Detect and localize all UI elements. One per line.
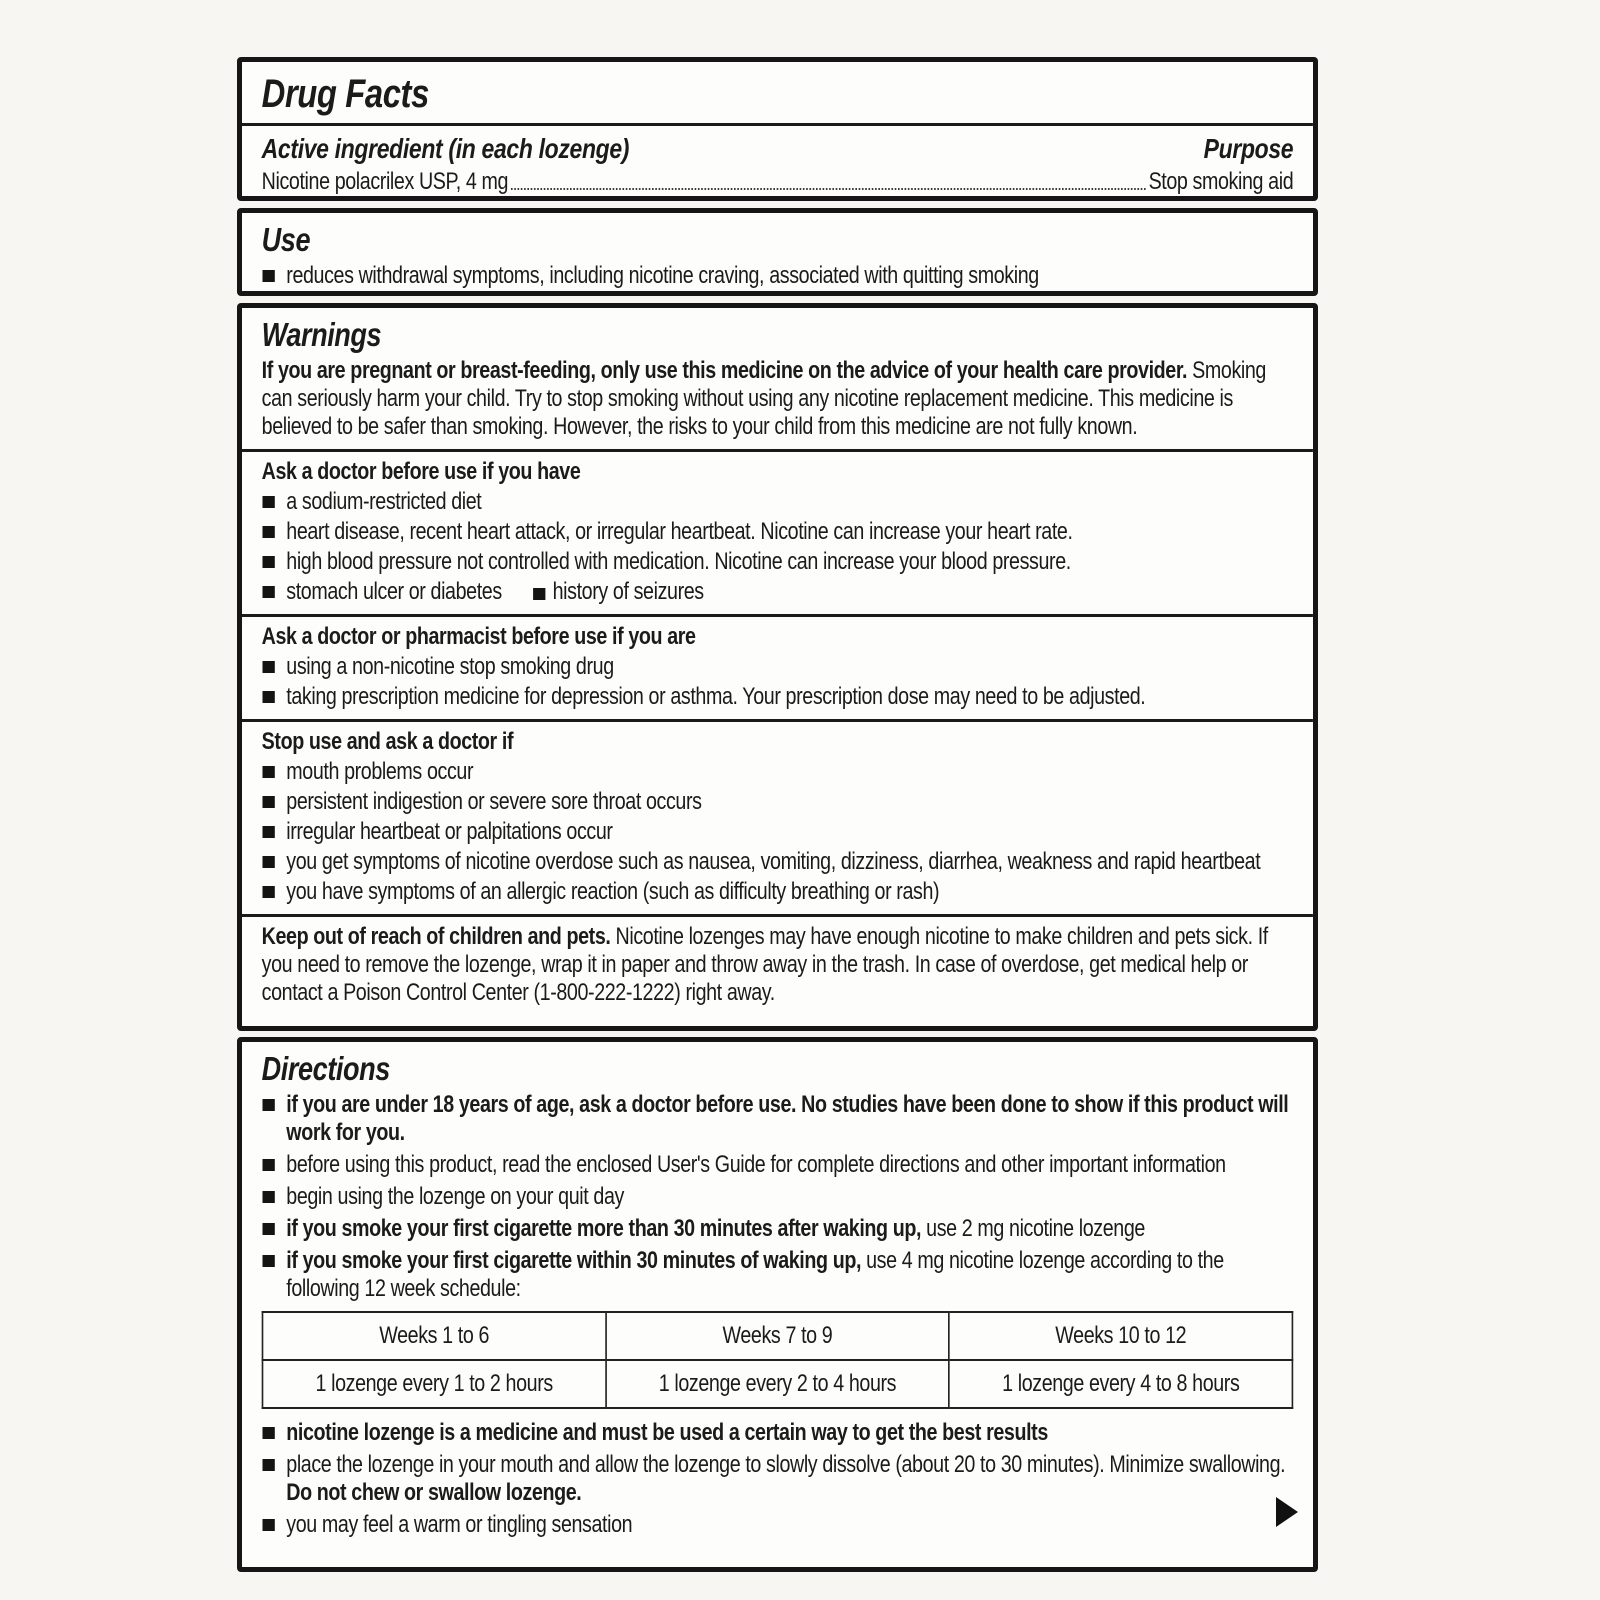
panel-warnings <box>237 303 1318 1031</box>
use-heading: Use <box>261 221 311 258</box>
list-item: if you smoke your first cigarette more than 30 minutes after waking up, use 2 mg nicotine lozenge <box>262 1215 1294 1243</box>
section-rule <box>242 449 1313 452</box>
stop-use-heading: Stop use and ask a doctor if <box>261 728 514 755</box>
bullet-square-icon <box>263 661 275 673</box>
bullet-square-icon <box>263 1159 275 1171</box>
panel-drug-facts-header <box>237 57 1318 201</box>
table-header-cell: Weeks 7 to 9 <box>606 1312 949 1360</box>
bullet-square-icon <box>263 766 275 778</box>
ask-doctor-heading: Ask a doctor before use if you have <box>261 458 581 485</box>
active-ingredient-heading: Active ingredient (in each lozenge) <box>261 133 630 164</box>
list-item: if you smoke your first cigarette within 30 minutes of waking up, use 4 mg nicotine lozenge according to the following 12 week schedule: <box>262 1247 1294 1303</box>
bullet-square-icon <box>263 1519 275 1531</box>
section-rule <box>242 914 1313 917</box>
bullet-square-icon <box>263 1255 275 1267</box>
bullet-square-icon <box>263 1427 275 1439</box>
table-cell: 1 lozenge every 1 to 2 hours <box>263 1360 606 1408</box>
keep-out-of-reach-text: Keep out of reach of children and pets. Nicotine lozenges may have enough nicotine to make children and pets sick. If you need to remove the lozenge, wrap it in paper and throw away in the trash. In case of overdose, get medical help or contact a Poison Control Center (1-800-222-1222) right away. <box>261 923 1268 1006</box>
list-item: begin using the lozenge on your quit day <box>262 1183 1294 1211</box>
list-item: persistent indigestion or severe sore throat occurs <box>262 788 1294 816</box>
warnings-heading: Warnings <box>261 316 382 353</box>
section-rule <box>242 719 1313 722</box>
list-item: using a non-nicotine stop smoking drug <box>262 653 1294 681</box>
list-item: you get symptoms of nicotine overdose such as nausea, vomiting, dizziness, diarrhea, weakness and rapid heartbeat <box>262 848 1294 876</box>
dotted-leader <box>511 188 1145 190</box>
stop-use-list <box>262 758 1294 906</box>
ask-doctor-pharmacist-list <box>262 653 1294 711</box>
table-cell: 1 lozenge every 2 to 4 hours <box>606 1360 949 1408</box>
active-ingredient-header-row <box>262 133 1294 165</box>
bullet-square-icon <box>263 586 275 598</box>
ingredient-name: Nicotine polacrilex USP, 4 mg <box>261 168 509 195</box>
list-item-double: stomach ulcer or diabetes history of seizures <box>262 578 1294 606</box>
list-item: high blood pressure not controlled with medication. Nicotine can increase your blood pressure. <box>262 548 1294 576</box>
continuation-arrow-icon <box>1276 1497 1298 1527</box>
table-row <box>263 1360 1293 1408</box>
ingredient-purpose: Stop smoking aid <box>1148 168 1294 195</box>
list-item: irregular heartbeat or palpitations occur <box>262 818 1294 846</box>
ask-doctor-pharmacist-heading: Ask a doctor or pharmacist before use if you are <box>261 623 696 650</box>
bullet-square-icon <box>263 1191 275 1203</box>
page-title: Drug Facts <box>261 72 429 116</box>
directions-heading: Directions <box>261 1050 390 1087</box>
pregnancy-warning: If you are pregnant or breast-feeding, only use this medicine on the advice of your health care provider. Smoking can seriously harm your child. Try to stop smoking without using any nicotine replacement medicine. This medicine is believed to be safer than smoking. However, the risks to your child from this medicine are not fully known. <box>261 357 1266 440</box>
table-header-cell: Weeks 10 to 12 <box>949 1312 1292 1360</box>
list-item: place the lozenge in your mouth and allow the lozenge to slowly dissolve (about 20 to 30 minutes). Minimize swallowing. Do not chew or swallow lozenge. <box>262 1451 1294 1507</box>
bullet-square-icon <box>263 796 275 808</box>
bullet-square-icon <box>263 496 275 508</box>
table-header-row <box>263 1312 1293 1360</box>
bullet-square-icon <box>533 588 545 600</box>
bullet-square-icon <box>263 856 275 868</box>
bullet-square-icon <box>263 826 275 838</box>
list-item: you may feel a warm or tingling sensation <box>262 1511 1294 1539</box>
dosing-schedule-table <box>262 1311 1294 1409</box>
directions-list-after-table <box>262 1419 1294 1539</box>
bullet-square-icon <box>263 1099 275 1111</box>
bullet-square-icon <box>263 526 275 538</box>
bullet-square-icon <box>263 270 275 282</box>
list-item: reduces withdrawal symptoms, including nicotine craving, associated with quitting smoking <box>262 262 1294 290</box>
list-item: before using this product, read the enclosed User's Guide for complete directions and other important information <box>262 1151 1294 1179</box>
list-item: you have symptoms of an allergic reaction (such as difficulty breathing or rash) <box>262 878 1294 906</box>
list-item: a sodium-restricted diet <box>262 488 1294 516</box>
table-header-cell: Weeks 1 to 6 <box>263 1312 606 1360</box>
ask-doctor-list <box>262 488 1294 606</box>
list-item: taking prescription medicine for depression or asthma. Your prescription dose may need to be adjusted. <box>262 683 1294 711</box>
bullet-square-icon <box>263 556 275 568</box>
list-item: mouth problems occur <box>262 758 1294 786</box>
panel-directions <box>237 1037 1318 1572</box>
directions-list <box>262 1091 1294 1303</box>
list-item: nicotine lozenge is a medicine and must be used a certain way to get the best results <box>262 1419 1294 1447</box>
active-ingredient-row <box>262 168 1294 196</box>
section-rule <box>242 614 1313 617</box>
bullet-square-icon <box>263 1459 275 1471</box>
bullet-square-icon <box>263 691 275 703</box>
bullet-square-icon <box>263 1223 275 1235</box>
panel-use <box>237 208 1318 296</box>
list-item: heart disease, recent heart attack, or irregular heartbeat. Nicotine can increase your heart rate. <box>262 518 1294 546</box>
title-rule <box>242 123 1313 126</box>
list-item: if you are under 18 years of age, ask a doctor before use. No studies have been done to show if this product will work for you. <box>262 1091 1294 1147</box>
table-cell: 1 lozenge every 4 to 8 hours <box>949 1360 1292 1408</box>
purpose-heading: Purpose <box>1203 133 1294 164</box>
bullet-square-icon <box>263 886 275 898</box>
